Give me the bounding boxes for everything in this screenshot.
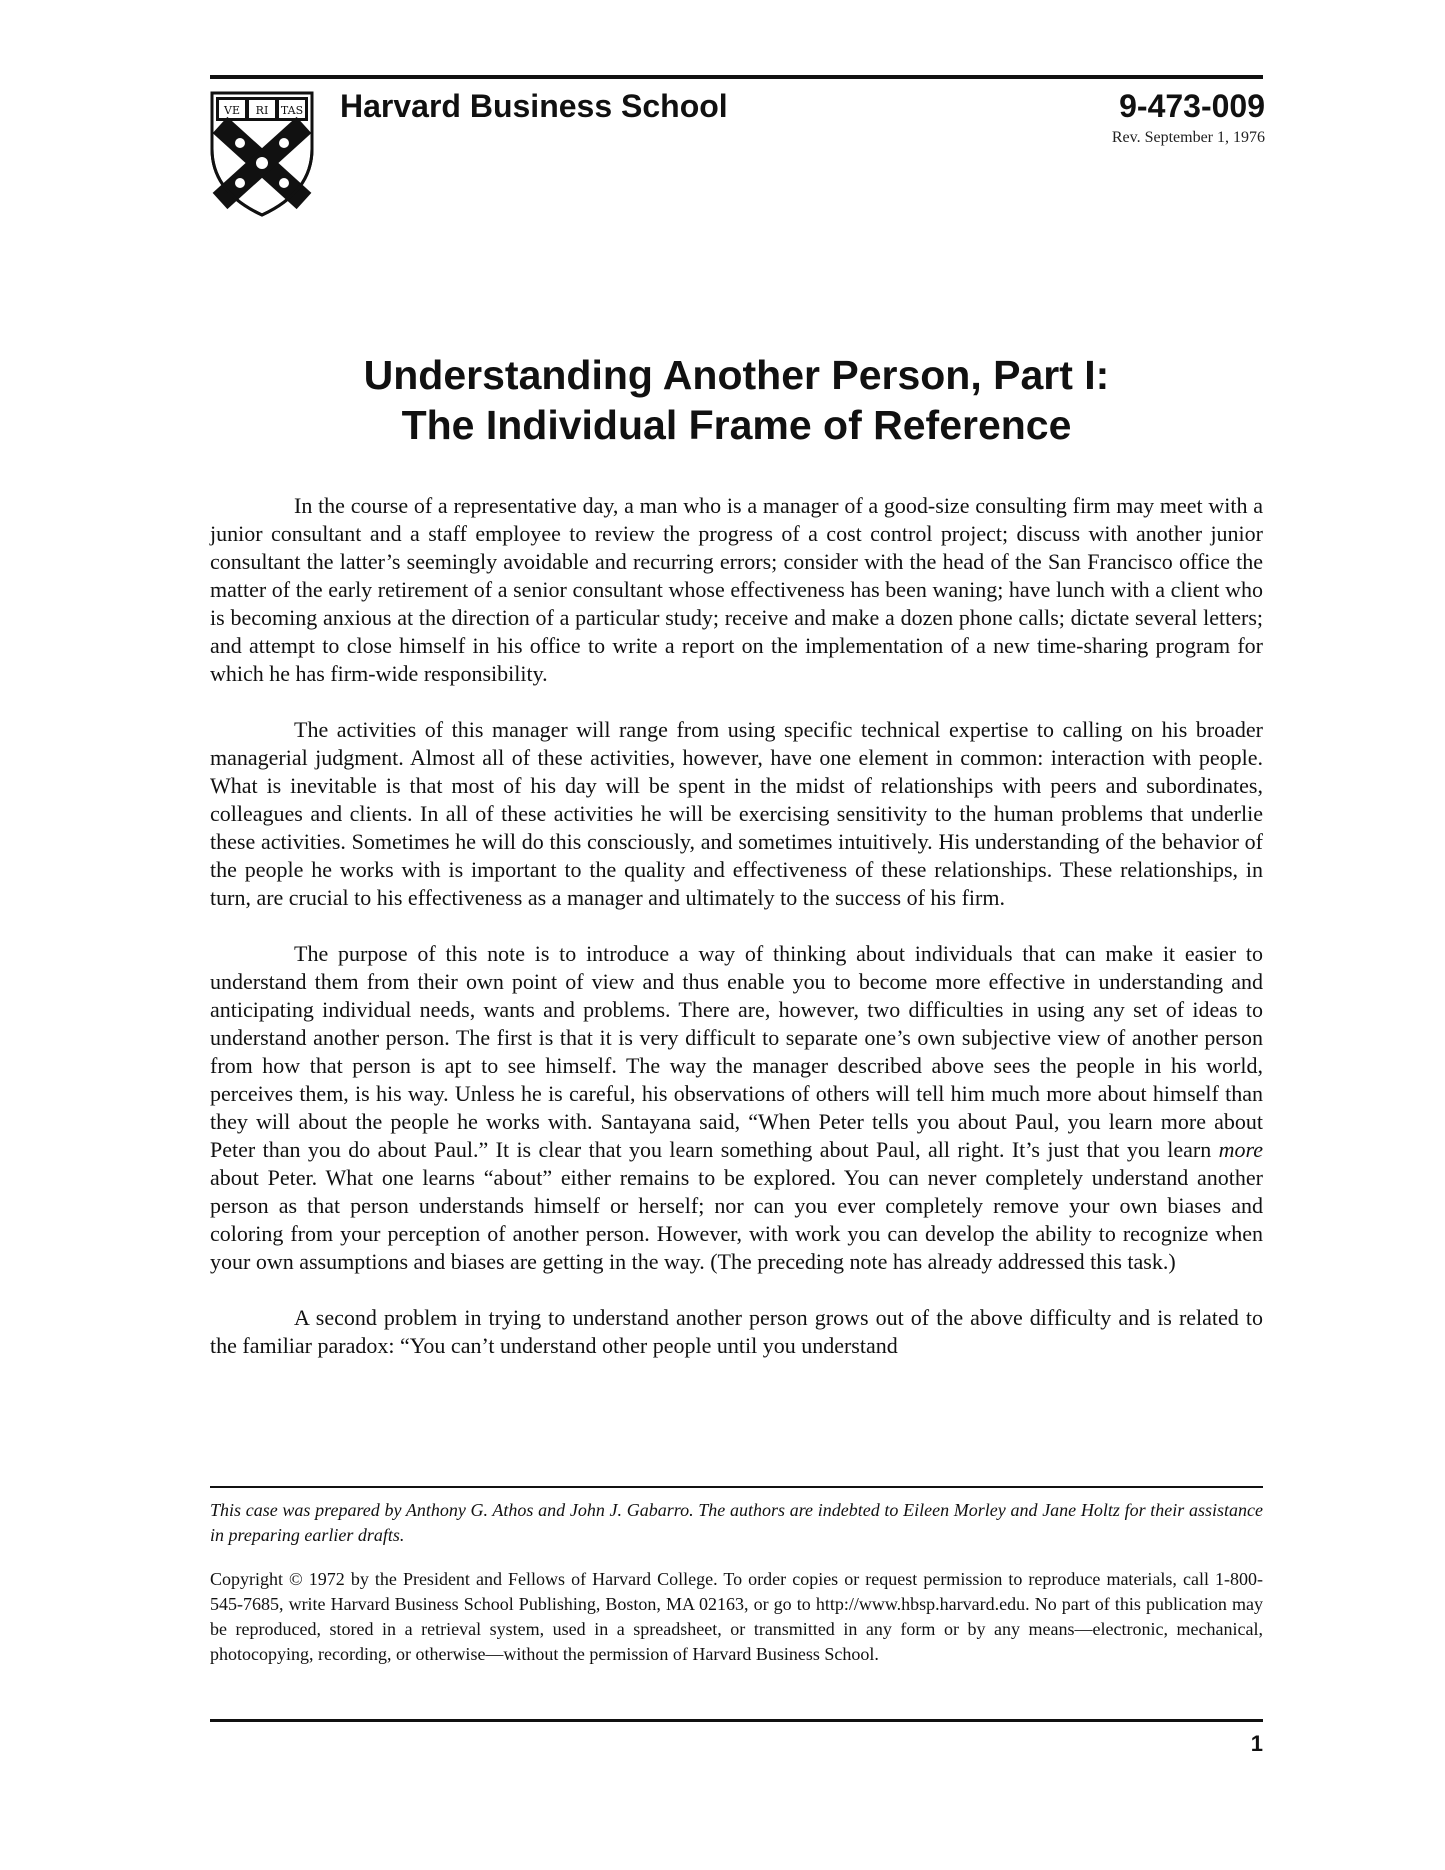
body-text xyxy=(210,492,1263,1388)
bottom-rule xyxy=(210,1719,1263,1722)
emphasis-more: more xyxy=(1218,1137,1263,1162)
veritas-books xyxy=(219,100,305,118)
motto-ri: RI xyxy=(255,104,269,117)
paragraph-3-part-a: The purpose of this note is to introduce a way of thinking about individuals that can make it easier to understand them from their own point of view and thus enable you to become more effective in understanding and anticipating individual needs, wants and problems. There are, however, two difficulties in using any set of ideas to understand another person. The first is that it is very difficult to separate one’s own subjective view of another person from how that person is apt to see himself. The way the manager described above sees the people in his world, perceives them, is his way. Unless he is careful, his observations of others will tell him much more about himself than they will about the people he works with. Santayana said, “When Peter tells you about Paul, you learn more about Peter than you do about Paul.” It is clear that you learn something about Paul, all right. It’s just that you learn xyxy=(210,941,1263,1162)
title-line-1: Understanding Another Person, Part I: xyxy=(363,352,1110,398)
paragraph-3 xyxy=(210,940,1263,1276)
authors-note: This case was prepared by Anthony G. Athos and John J. Gabarro. The authors are indebted to Eileen Morley and Jane Holtz for their assistance in preparing earlier drafts. xyxy=(210,1500,1263,1545)
motto-ve: VE xyxy=(224,104,240,117)
paragraph-2: The activities of this manager will range from using specific technical expertise to calling on his broader managerial judgment. Almost all of these activities, however, have one element in common: interaction with people. What is inevitable is that most of his day will be spent in the midst of relationships with peers and subordinates, colleagues and clients. In all of these activities he will be exercising sensitivity to the human problems that underlie these activities. Sometimes he will do this consciously, and sometimes intuitively. His understanding of the behavior of the people he works with is important to the quality and effectiveness of these relationships. These relationships, in turn, are crucial to his effectiveness as a manager and ultimately to the success of his firm. xyxy=(210,717,1263,910)
paragraph-1: In the course of a representative day, a man who is a manager of a good-size consulting firm may meet with a junior consultant and a staff employee to review the progress of a cost control project; discuss with another junior consultant the latter’s seemingly avoidable and recurring errors; consider with the head of the San Francisco office the matter of the early retirement of a senior consultant whose effectiveness has been waning; have lunch with a client who is becoming anxious at the direction of a particular study; receive and make a dozen phone calls; dictate several letters; and attempt to close himself in his office to write a report on the implementation of a new time-sharing program for which he has firm-wide responsibility. xyxy=(210,493,1263,686)
harvard-shield-icon xyxy=(210,91,314,217)
paragraph-4: A second problem in trying to understand another person grows out of the above difficulty and is related to the familiar paradox: “You can’t understand other people until you understand xyxy=(210,1305,1263,1358)
copyright-notice: Copyright © 1972 by the President and Fellows of Harvard College. To order copies or request permission to reproduce materials, call 1-800-545-7685, write Harvard Business School Publishing, Boston, MA 02163, or go to http://www.hbsp.harvard.edu. No part of this publication may be reproduced, stored in a retrieval system, used in a spreadsheet, or transmitted in any form or by any means—electronic, mechanical, photocopying, recording, or otherwise—without the permission of Harvard Business School. xyxy=(210,1569,1263,1664)
page-number: 1 xyxy=(1250,1731,1263,1756)
school-name: Harvard Business School xyxy=(340,88,728,124)
footnote-rule xyxy=(210,1486,1263,1488)
paragraph-3-part-b: about Peter. What one learns “about” either remains to be explored. You can never completely understand another person as that person understands himself or herself; nor can you ever completely remove your own biases and coloring from your perception of another person. However, with work you can develop the ability to recognize when your own assumptions and biases are getting in the way. (The preceding note has already addressed this task.) xyxy=(210,1165,1263,1274)
motto-tas: TAS xyxy=(280,104,304,117)
top-rule xyxy=(210,75,1263,79)
revision-date: Rev. September 1, 1976 xyxy=(1111,129,1265,146)
title-line-2: The Individual Frame of Reference xyxy=(401,402,1072,448)
document-number: 9-473-009 xyxy=(1119,88,1265,124)
